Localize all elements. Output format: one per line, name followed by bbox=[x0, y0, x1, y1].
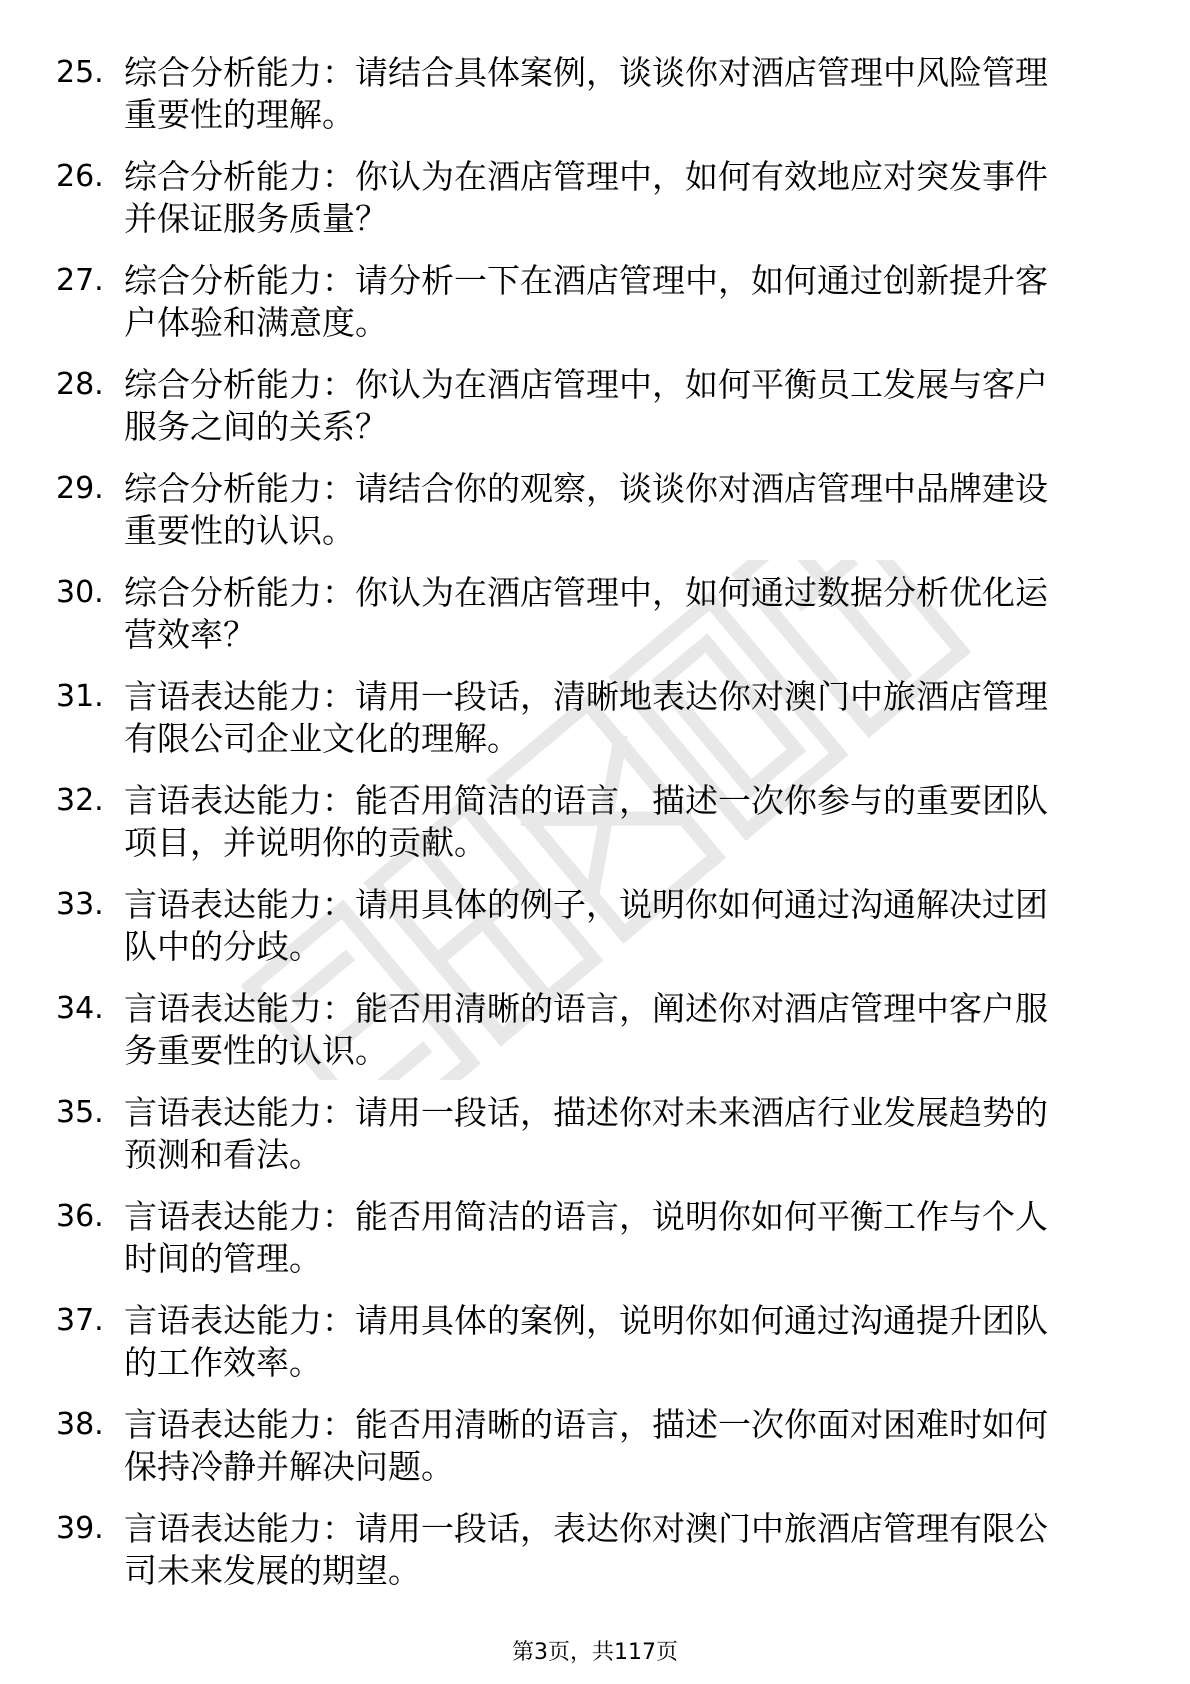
question-text bbox=[124, 156, 1114, 240]
question-text bbox=[124, 884, 1114, 968]
question-line: 队中的分歧。 bbox=[124, 927, 322, 966]
question-item bbox=[0, 152, 1190, 256]
question-line: 服务之间的关系？ bbox=[124, 407, 388, 446]
question-line: 预测和看法。 bbox=[124, 1135, 322, 1174]
question-item bbox=[0, 48, 1190, 152]
question-item bbox=[0, 360, 1190, 464]
question-line: 言语表达能力：请用一段话，表达你对澳门中旅酒店管理有限公 bbox=[124, 1509, 1048, 1548]
question-line: 重要性的理解。 bbox=[124, 95, 355, 134]
question-number: 31. bbox=[56, 679, 104, 714]
question-line: 务重要性的认识。 bbox=[124, 1031, 388, 1070]
question-text bbox=[124, 572, 1114, 656]
question-line: 综合分析能力：你认为在酒店管理中，如何通过数据分析优化运 bbox=[124, 573, 1048, 612]
question-item bbox=[0, 1192, 1190, 1296]
question-number: 27. bbox=[56, 263, 104, 298]
question-number: 39. bbox=[56, 1511, 104, 1546]
question-item bbox=[0, 568, 1190, 672]
question-line: 有限公司企业文化的理解。 bbox=[124, 719, 520, 758]
question-text bbox=[124, 988, 1114, 1072]
question-line: 综合分析能力：你认为在酒店管理中，如何有效地应对突发事件 bbox=[124, 157, 1048, 196]
question-line: 综合分析能力：请结合具体案例，谈谈你对酒店管理中风险管理 bbox=[124, 53, 1048, 92]
question-number: 38. bbox=[56, 1407, 104, 1442]
page-number-footer: 第3页，共117页 bbox=[512, 1640, 678, 1665]
question-line: 户体验和满意度。 bbox=[124, 303, 388, 342]
question-item bbox=[0, 1504, 1190, 1608]
question-line: 并保证服务质量？ bbox=[124, 199, 388, 238]
question-line: 保持冷静并解决问题。 bbox=[124, 1447, 454, 1486]
question-text bbox=[124, 1196, 1114, 1280]
question-item bbox=[0, 984, 1190, 1088]
question-item bbox=[0, 672, 1190, 776]
question-line: 言语表达能力：能否用清晰的语言，描述一次你面对困难时如何 bbox=[124, 1405, 1048, 1444]
question-number: 26. bbox=[56, 159, 104, 194]
question-item bbox=[0, 464, 1190, 568]
question-text bbox=[124, 1508, 1114, 1592]
question-text bbox=[124, 676, 1114, 760]
question-text bbox=[124, 780, 1114, 864]
question-number: 29. bbox=[56, 471, 104, 506]
question-number: 32. bbox=[56, 783, 104, 818]
question-line: 综合分析能力：请分析一下在酒店管理中，如何通过创新提升客 bbox=[124, 261, 1048, 300]
question-number: 30. bbox=[56, 575, 104, 610]
question-text bbox=[124, 52, 1114, 136]
question-number: 25. bbox=[56, 55, 104, 90]
question-line: 言语表达能力：请用一段话，描述你对未来酒店行业发展趋势的 bbox=[124, 1093, 1048, 1132]
question-line: 营效率？ bbox=[124, 615, 256, 654]
question-number: 33. bbox=[56, 887, 104, 922]
question-line: 综合分析能力：你认为在酒店管理中，如何平衡员工发展与客户 bbox=[124, 365, 1048, 404]
question-number: 35. bbox=[56, 1095, 104, 1130]
question-line: 综合分析能力：请结合你的观察，谈谈你对酒店管理中品牌建设 bbox=[124, 469, 1048, 508]
question-line: 言语表达能力：能否用清晰的语言，阐述你对酒店管理中客户服 bbox=[124, 989, 1048, 1028]
question-number: 28. bbox=[56, 367, 104, 402]
question-item bbox=[0, 256, 1190, 360]
question-line: 言语表达能力：请用具体的案例，说明你如何通过沟通提升团队 bbox=[124, 1301, 1048, 1340]
question-text bbox=[124, 260, 1114, 344]
question-line: 言语表达能力：能否用简洁的语言，说明你如何平衡工作与个人 bbox=[124, 1197, 1048, 1236]
question-item bbox=[0, 1296, 1190, 1400]
question-line: 时间的管理。 bbox=[124, 1239, 322, 1278]
question-number: 37. bbox=[56, 1303, 104, 1338]
question-line: 言语表达能力：能否用简洁的语言，描述一次你参与的重要团队 bbox=[124, 781, 1048, 820]
question-number: 34. bbox=[56, 991, 104, 1026]
question-text bbox=[124, 1404, 1114, 1488]
question-text bbox=[124, 364, 1114, 448]
question-text bbox=[124, 1092, 1114, 1176]
question-item bbox=[0, 1400, 1190, 1504]
question-text bbox=[124, 468, 1114, 552]
question-list bbox=[0, 48, 1190, 1608]
question-line: 言语表达能力：请用具体的例子，说明你如何通过沟通解决过团 bbox=[124, 885, 1048, 924]
question-line: 的工作效率。 bbox=[124, 1343, 322, 1382]
question-item bbox=[0, 880, 1190, 984]
question-text bbox=[124, 1300, 1114, 1384]
question-item bbox=[0, 776, 1190, 880]
question-line: 言语表达能力：请用一段话，清晰地表达你对澳门中旅酒店管理 bbox=[124, 677, 1048, 716]
question-item bbox=[0, 1088, 1190, 1192]
question-number: 36. bbox=[56, 1199, 104, 1234]
question-line: 司未来发展的期望。 bbox=[124, 1551, 421, 1590]
question-line: 重要性的认识。 bbox=[124, 511, 355, 550]
question-line: 项目，并说明你的贡献。 bbox=[124, 823, 487, 862]
